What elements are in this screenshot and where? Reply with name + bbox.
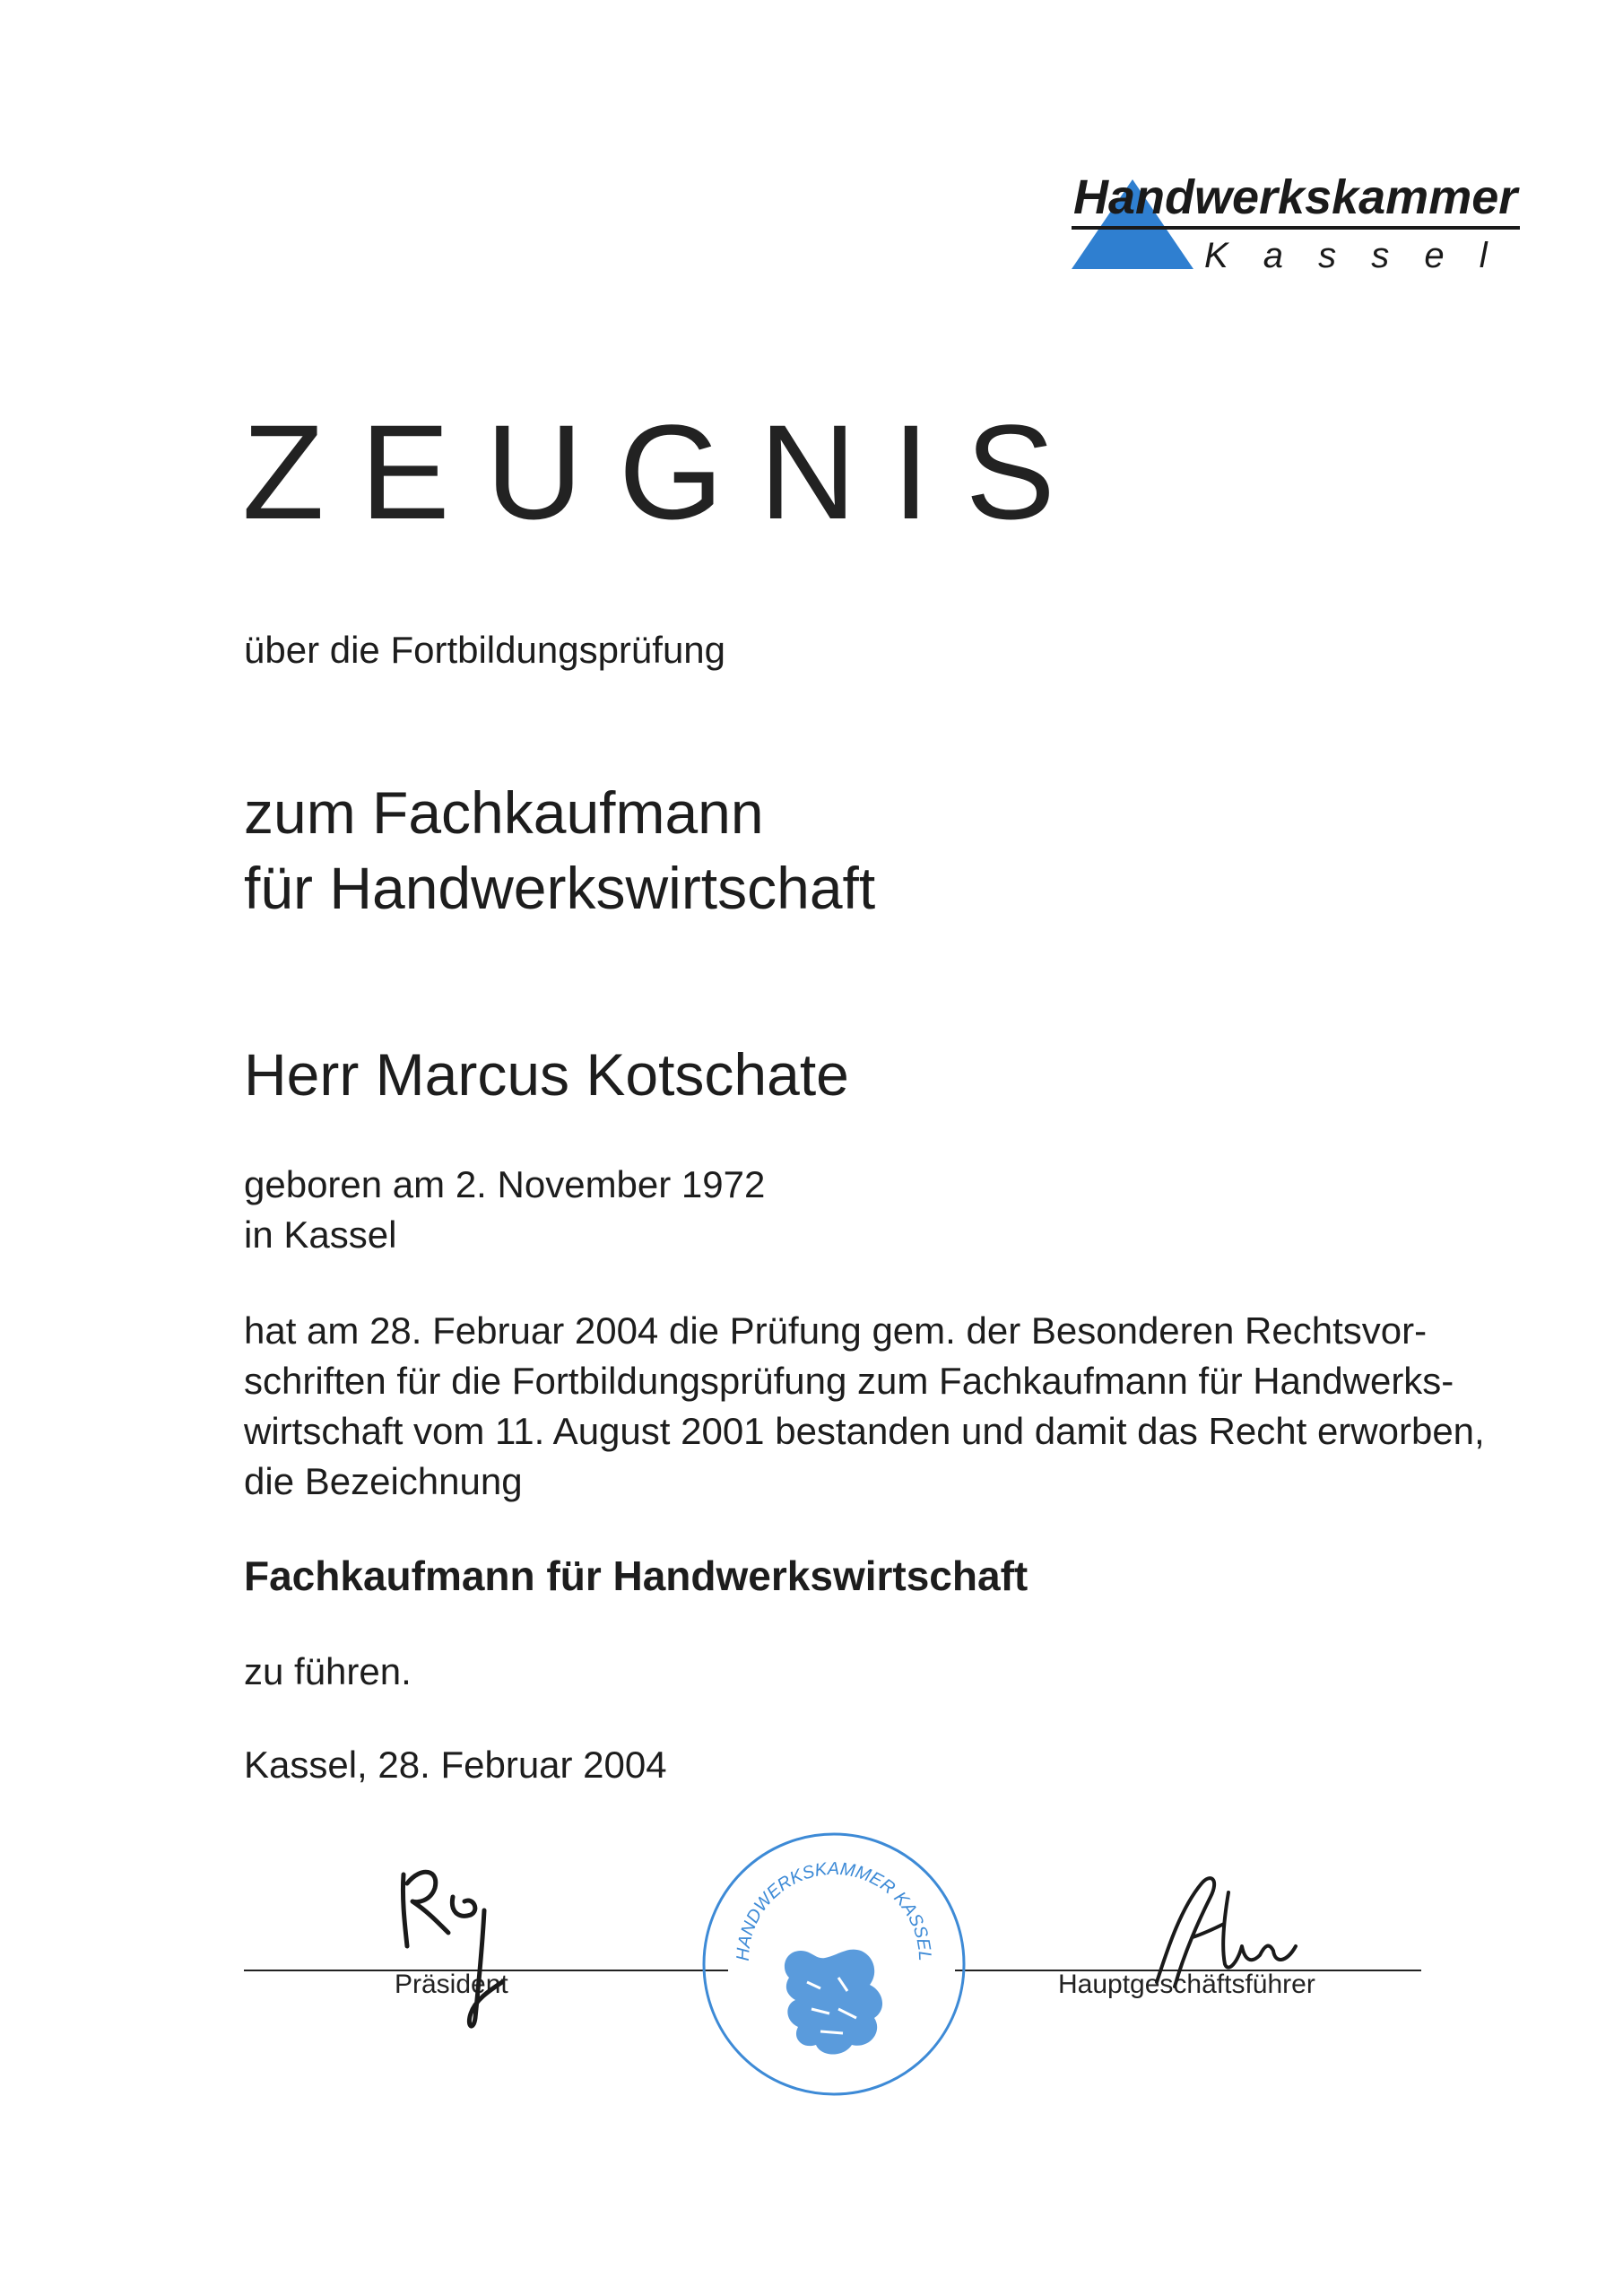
body-line-1: hat am 28. Februar 2004 die Prüfung gem. der Besonderen Rechtsvor- [244, 1309, 1428, 1352]
label-president: Präsident [395, 1970, 508, 1999]
logo-wordmark: Handwerkskammer [1073, 170, 1518, 224]
degree-title: Fachkaufmann für Handwerkswirtschaft [244, 1552, 1028, 1599]
birth-place: in Kassel [244, 1213, 397, 1256]
stamp-text: HANDWERKSKAMMER KASSEL [733, 1858, 935, 1962]
qualification-heading [244, 775, 875, 926]
logo-graphic [1072, 161, 1538, 278]
document-title: ZEUGNIS [242, 396, 1091, 547]
birth-date: geboren am 2. November 1972 [244, 1163, 766, 1205]
body-line-4: die Bezeichnung [244, 1460, 523, 1502]
qualification-line-1: zum Fachkaufmann [244, 779, 764, 846]
label-general-manager: Hauptgeschäftsführer [1058, 1970, 1315, 1999]
president-signature [386, 1848, 547, 2045]
signature-strokes-right [1139, 1857, 1318, 2000]
recipient-name: Herr Marcus Kotschate [244, 1041, 849, 1108]
official-stamp [695, 1825, 973, 2103]
qualification-line-2: für Handwerkswirtschaft [244, 855, 876, 921]
subtitle: über die Fortbildungsprüfung [244, 629, 726, 671]
closing-text: zu führen. [244, 1650, 412, 1692]
lion-crest-icon [785, 1950, 882, 2055]
birth-info [244, 1160, 765, 1260]
signature-strokes-left [386, 1848, 547, 2045]
stamp-graphic [695, 1825, 973, 2103]
manager-signature [1139, 1857, 1318, 2000]
place-and-date: Kassel, 28. Februar 2004 [244, 1744, 667, 1786]
body-line-2: schriften für die Fortbildungsprüfung zum Fachkaufmann für Handwerks- [244, 1360, 1454, 1402]
body-paragraph [244, 1306, 1485, 1507]
body-line-3: wirtschaft vom 11. August 2001 bestanden und damit das Recht erworben, [244, 1410, 1485, 1452]
logo-city: K a s s e l [1204, 236, 1500, 275]
chamber-logo [1072, 161, 1538, 278]
